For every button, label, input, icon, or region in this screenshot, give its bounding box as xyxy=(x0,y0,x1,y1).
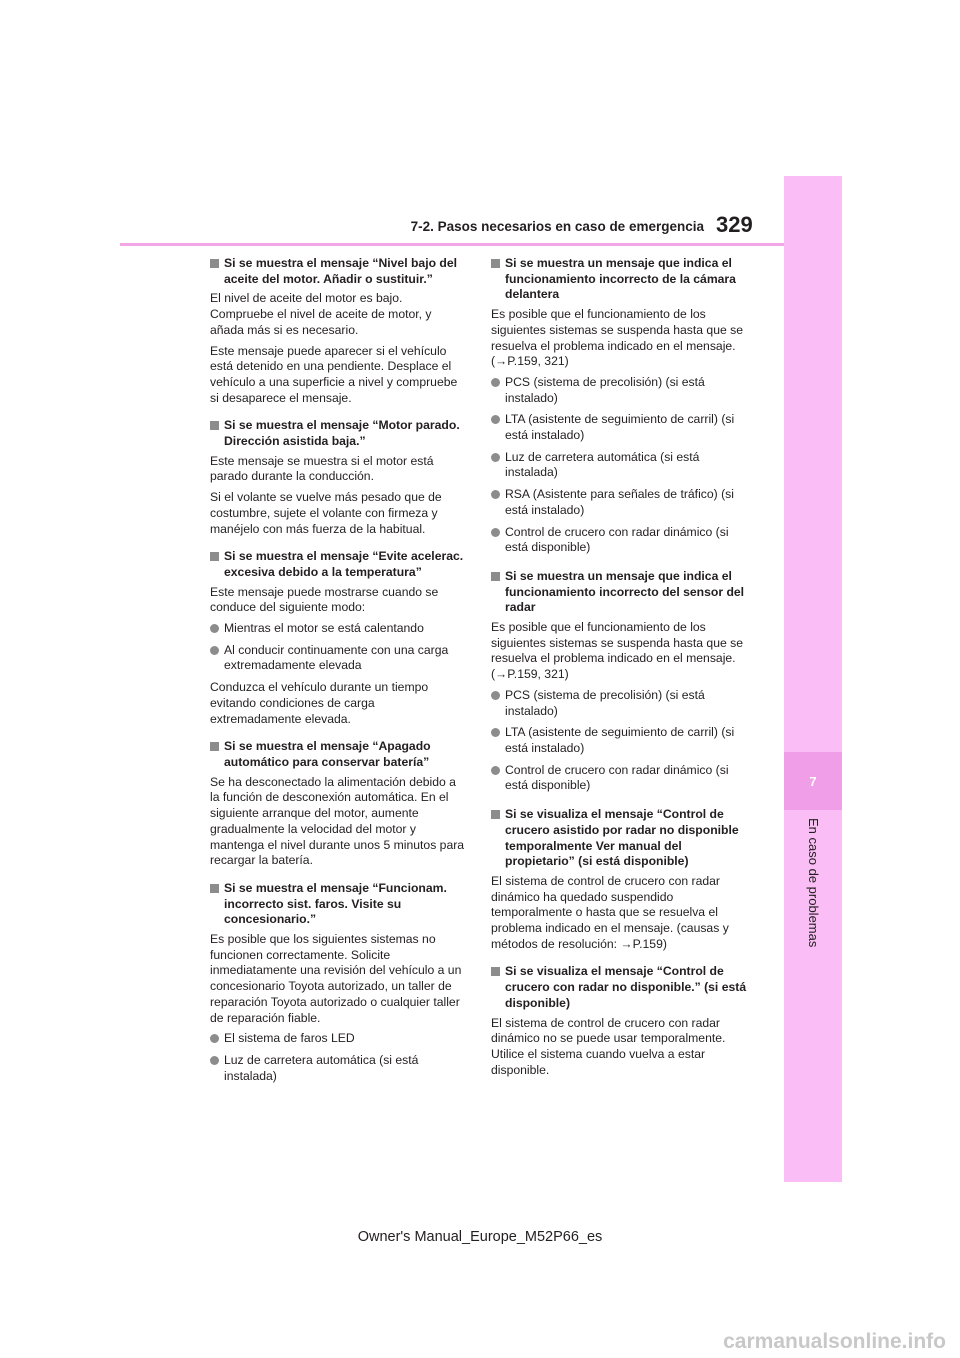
paragraph: El nivel de aceite del motor es bajo. Compruebe el nivel de aceite de motor, y añada más si es necesario. xyxy=(210,291,432,337)
circle-bullet-icon xyxy=(491,528,500,537)
list-item: LTA (asistente de seguimiento de carril) (si está instalado) xyxy=(491,412,749,443)
header-rule xyxy=(120,243,784,246)
circle-bullet-icon xyxy=(210,1056,219,1065)
section-heading: Si se muestra el mensaje “Nivel bajo del aceite del motor. Añadir o sustituir.” xyxy=(210,256,468,287)
square-bullet-icon xyxy=(210,259,219,268)
left-column xyxy=(210,254,468,1090)
paragraph: Este mensaje se muestra si el motor está parado durante la conducción. xyxy=(210,453,434,484)
list-item: RSA (Asistente para señales de tráfico) (si está instalado) xyxy=(491,487,749,518)
circle-bullet-icon xyxy=(491,453,500,462)
chapter-number: 7 xyxy=(809,773,817,789)
section-title: 7-2. Pasos necesarios en caso de emergencia xyxy=(410,219,704,234)
square-bullet-icon xyxy=(210,884,219,893)
chapter-number-tab[interactable] xyxy=(784,752,842,810)
manual-id: Owner's Manual_Europe_M52P66_es xyxy=(357,1229,603,1245)
circle-bullet-icon xyxy=(491,766,500,775)
circle-bullet-icon xyxy=(491,378,500,387)
list-item: PCS (sistema de precolisión) (si está instalado) xyxy=(491,688,749,719)
watermark-link[interactable]: carmanualsonline.info xyxy=(723,1330,946,1353)
list-item: Control de crucero con radar dinámico (si está disponible) xyxy=(491,525,749,556)
circle-bullet-icon xyxy=(210,646,219,655)
section-heading: Si se muestra el mensaje “Evite acelerac. excesiva debido a la temperatura” xyxy=(210,549,468,580)
square-bullet-icon xyxy=(210,552,219,561)
section-heading: Si se muestra un mensaje que indica el funcionamiento incorrecto de la cámara delantera xyxy=(491,256,749,303)
paragraph: Si el volante se vuelve más pesado que de costumbre, sujete el volante con firmeza y manéjelo con más fuerza de la habitual. xyxy=(210,490,442,536)
right-column xyxy=(491,254,749,1083)
chapter-title-vertical xyxy=(784,818,842,978)
list-item: Luz de carretera automática (si está instalada) xyxy=(491,450,749,481)
section-heading: Si se muestra el mensaje “Motor parado. Dirección asistida baja.” xyxy=(210,418,468,449)
section-heading: Si se muestra el mensaje “Apagado automático para conservar batería” xyxy=(210,739,468,770)
circle-bullet-icon xyxy=(210,1034,219,1043)
chapter-sidebar xyxy=(784,176,842,1182)
circle-bullet-icon xyxy=(491,728,500,737)
section-heading: Si se muestra un mensaje que indica el funcionamiento incorrecto del sensor del radar xyxy=(491,569,749,616)
square-bullet-icon xyxy=(491,810,500,819)
list-item: LTA (asistente de seguimiento de carril) (si está instalado) xyxy=(491,725,749,756)
paragraph: Es posible que el funcionamiento de los siguientes sistemas se suspenda hasta que se resuelva el problema indicado en el mensaje. (→P.159, 321) xyxy=(491,620,744,682)
list-item: El sistema de faros LED xyxy=(210,1031,468,1047)
paragraph: Conduzca el vehículo durante un tiempo evitando condiciones de carga extremadamente elevada. xyxy=(210,680,429,726)
list-item: Mientras el motor se está calentando xyxy=(210,621,468,637)
paragraph: Es posible que el funcionamiento de los siguientes sistemas se suspenda hasta que se resuelva el problema indicado en el mensaje. (→P.159, 321) xyxy=(491,307,744,369)
paragraph: El sistema de control de crucero con radar dinámico no se puede usar temporalmente. Utilice el sistema cuando vuelva a estar disponible. xyxy=(491,1015,726,1077)
circle-bullet-icon xyxy=(491,691,500,700)
paragraph: Se ha desconectado la alimentación debido a la función de desconexión automática. En el siguiente arranque del motor, aumente gradualmente la velocidad del motor y mantenga el nivel durante unos 5 minutos para recargar la batería. xyxy=(210,774,465,868)
list-item: Luz de carretera automática (si está instalada) xyxy=(210,1053,468,1084)
section-heading: Si se visualiza el mensaje “Control de crucero asistido por radar no disponible temporalmente Ver manual del propietario” (si está disponible) xyxy=(491,807,749,870)
list-item: Al conducir continuamente con una carga extremadamente elevada xyxy=(210,643,468,674)
chapter-title: En caso de problemas xyxy=(806,818,821,948)
paragraph: Es posible que los siguientes sistemas no funcionen correctamente. Solicite inmediatamente una revisión del vehículo a un concesionario Toyota autorizado, un taller de reparación Toyota autorizado o cualquier taller de reparación fiable. xyxy=(210,932,462,1025)
square-bullet-icon xyxy=(210,421,219,430)
paragraph: El sistema de control de crucero con radar dinámico ha quedado suspendido temporalmente o hasta que se resuelva el problema indicado en el mensaje. (causas y métodos de resolución: →P.159) xyxy=(491,873,729,951)
page-number: 329 xyxy=(716,212,753,237)
list-item: PCS (sistema de precolisión) (si está instalado) xyxy=(491,375,749,406)
section-heading: Si se visualiza el mensaje “Control de crucero con radar no disponible.” (si está disponible) xyxy=(491,964,749,1011)
square-bullet-icon xyxy=(491,967,500,976)
paragraph: Este mensaje puede mostrarse cuando se conduce del siguiente modo: xyxy=(210,584,439,615)
circle-bullet-icon xyxy=(210,624,219,633)
circle-bullet-icon xyxy=(491,490,500,499)
section-heading: Si se muestra el mensaje “Funcionam. incorrecto sist. faros. Visite su concesionario.” xyxy=(210,881,468,928)
square-bullet-icon xyxy=(210,742,219,751)
list-item: Control de crucero con radar dinámico (si está disponible) xyxy=(491,763,749,794)
circle-bullet-icon xyxy=(491,415,500,424)
square-bullet-icon xyxy=(491,572,500,581)
paragraph: Este mensaje puede aparecer si el vehículo está detenido en una pendiente. Desplace el vehículo a una superficie a nivel y compruebe si desaparece el mensaje. xyxy=(210,343,458,405)
square-bullet-icon xyxy=(491,259,500,268)
